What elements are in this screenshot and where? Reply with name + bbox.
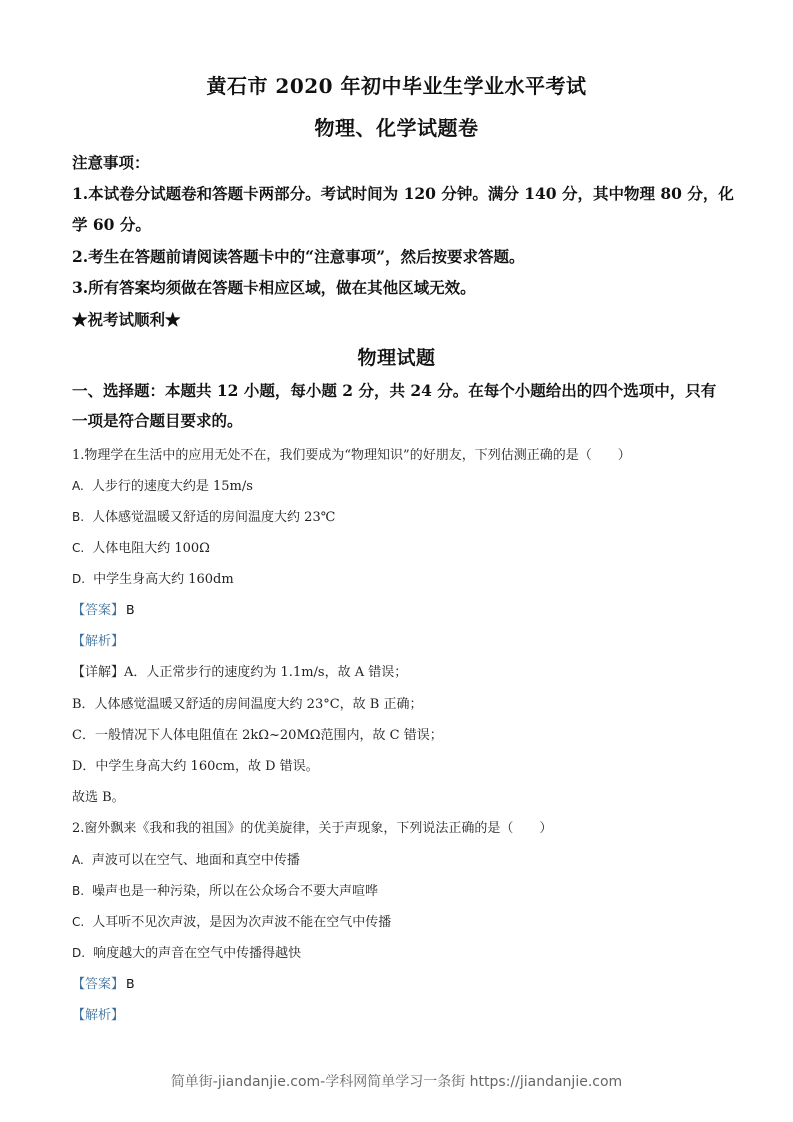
notice-item-1: 1.本试卷分试题卷和答题卡两部分。考试时间为 120 分钟。满分 140 分，其中物理 80 分，化 — [72, 184, 734, 203]
option-label: B. — [72, 510, 85, 524]
notice-item-1-cont: 学 60 分。 — [72, 215, 151, 234]
question-1-option-d — [72, 568, 234, 587]
footer-watermark: 简单街-jiandanjie.com-学科网简单学习一条街 https://jiandanjie.com — [170, 1074, 623, 1090]
section-title: 物理试题 — [357, 347, 436, 369]
analysis-tag: 【解析】 — [72, 1008, 125, 1023]
question-2-stem: 2.窗外飘来《我和我的祖国》的优美旋律，关于声现象，下列说法正确的是（ ） — [72, 821, 553, 836]
question-2-analysis-tag — [72, 1004, 124, 1023]
question-2-option-d — [72, 942, 301, 961]
option-text: 人体感觉温暖又舒适的房间温度大约 23℃ — [92, 510, 336, 525]
answer-tag: 【答案】 — [72, 977, 125, 992]
question-2-option-b — [72, 880, 378, 899]
question-2-option-a — [72, 849, 300, 868]
option-text: 响度越大的声音在空气中传播得越快 — [93, 946, 302, 961]
option-label: D. — [72, 946, 86, 960]
question-1-detail-a — [72, 661, 407, 680]
section-instructions: 一、选择题：本题共 12 小题，每小题 2 分，共 24 分。在每个小题给出的四个选项中，只有 — [72, 381, 717, 400]
question-1-option-b — [72, 506, 335, 525]
option-label: A. — [72, 853, 84, 867]
answer-tag: 【答案】 — [72, 603, 125, 618]
notice-item-3: 3.所有答案均须做在答题卡相应区域，做在其他区域无效。 — [72, 278, 476, 297]
question-1-answer — [72, 599, 135, 618]
option-label: A. — [72, 479, 84, 493]
option-text: 人步行的速度大约是 15m/s — [91, 479, 253, 494]
answer-value: B — [126, 976, 135, 991]
detail-tag: 【详解】 — [72, 665, 125, 680]
question-1-analysis-tag — [72, 630, 124, 649]
question-1-detail-c: C．一般情况下人体电阻值在 2kΩ~20MΩ范围内，故 C 错误； — [72, 728, 443, 743]
detail-text: A．人正常步行的速度约为 1.1m/s，故 A 错误； — [124, 665, 408, 680]
section-instructions-cont: 一项是符合题目要求的。 — [72, 411, 243, 430]
option-label: C. — [72, 541, 85, 555]
answer-value: B — [126, 602, 135, 617]
option-text: 人体电阻大约 100Ω — [92, 541, 210, 556]
question-1-detail-d: D．中学生身高大约 160cm，故 D 错误。 — [72, 759, 319, 774]
option-label: B. — [72, 884, 85, 898]
exam-subtitle: 物理、化学试题卷 — [314, 116, 479, 140]
question-2-answer — [72, 973, 135, 992]
option-label: D. — [72, 572, 86, 586]
question-2-option-c — [72, 911, 391, 930]
option-label: C. — [72, 915, 85, 929]
option-text: 人耳听不见次声波，是因为次声波不能在空气中传播 — [92, 915, 392, 930]
question-1-option-c — [72, 537, 210, 556]
option-text: 声波可以在空气、地面和真空中传播 — [91, 853, 300, 868]
good-luck-wish: ★祝考试顺利★ — [72, 310, 181, 329]
notice-item-2: 2.考生在答题前请阅读答题卡中的“注意事项”，然后按要求答题。 — [72, 247, 525, 266]
question-1-stem: 1.物理学在生活中的应用无处不在，我们要成为“物理知识”的好朋友，下列估测正确的是（ ） — [72, 448, 631, 463]
option-text: 噪声也是一种污染，所以在公众场合不要大声喧哗 — [92, 884, 379, 899]
question-1-conclusion: 故选 B。 — [72, 790, 125, 805]
notice-heading: 注意事项： — [72, 153, 150, 172]
option-text: 中学生身高大约 160dm — [93, 572, 234, 587]
exam-title: 黄石市 2020 年初中毕业生学业水平考试 — [206, 74, 587, 98]
question-1-option-a — [72, 475, 253, 494]
question-1-detail-b: B．人体感觉温暖又舒适的房间温度大约 23°C，故 B 正确； — [72, 697, 423, 712]
analysis-tag: 【解析】 — [72, 634, 125, 649]
